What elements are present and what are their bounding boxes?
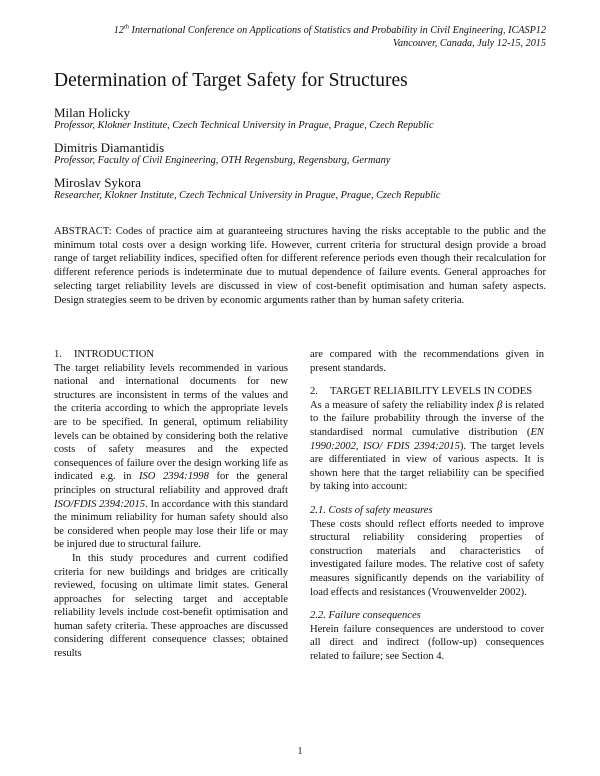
author-affiliation: Researcher, Klokner Institute, Czech Technical University in Prague, Prague, Czech Republic [54, 190, 441, 201]
author-name: Miroslav Sykora [54, 175, 142, 190]
conference-header [86, 24, 546, 50]
paragraph: These costs should reflect efforts needed to improve structural reliability considering properties of construction materials and characteristics of investigated failure modes. The relative cost of safety measures significantly depends on the variability of load effects and resistances (Vrouwenvelder 2002). [310, 518, 544, 598]
right-column [310, 348, 544, 663]
author-list [54, 105, 554, 210]
abstract: ABSTRACT: Codes of practice aim at guaranteeing structures having the risks acceptable to the public and the minimum total costs over a design working life. However, current criteria for structural design provide a broad range of target reliability indices, specified often for different reference periods even though their recalculation for different reference periods is indeterminate due to mutual dependence of failure events. General approaches for selecting target reliability levels are discussed in view of cost-benefit optimisation and human safety aspects. Design strategies seem to be driven by economic arguments rather than by human safety criteria. [54, 226, 546, 306]
author-name: Dimitris Diamantidis [54, 140, 165, 155]
author-affiliation: Professor, Faculty of Civil Engineering, OTH Regensburg, Regensburg, Germany [54, 155, 391, 166]
left-column [54, 348, 288, 661]
paragraph: Herein failure consequences are understood to cover all direct and indirect (follow-up) consequences related to failure; see Section 4. [310, 623, 544, 662]
subsection-heading: 2.1. Costs of safety measures [310, 504, 433, 516]
author-affiliation: Professor, Klokner Institute, Czech Technical University in Prague, Prague, Czech Republic [54, 120, 434, 131]
paper-title: Determination of Target Safety for Structures [54, 70, 408, 91]
paragraph: In this study procedures and current codified criteria for new buildings and bridges are critically reviewed, focusing on ultimate limit states. General approaches for selecting target and acceptable reliability levels include cost-benefit optimisation and human safety criteria. These approaches are discussed considering different consequence classes; obtained results [54, 552, 288, 660]
paragraph: As a measure of safety the reliability index β is related to the failure probability through the inverse of the standardised normal cumulative distribution (EN 1990:2002, ISO/ FDIS 2394:2015). The target levels are differentiated in view of various aspects. It is shown here that the target reliability can be specified by taking into account: [310, 399, 544, 493]
section-heading: 1. INTRODUCTION [54, 349, 155, 360]
section-heading: 2. TARGET RELIABILITY LEVELS IN CODES [310, 386, 533, 398]
page-number: 1 [297, 746, 303, 757]
conference-name: 12th International Conference on Applications of Statistics and Probability in Civil Engineering, ICASP12 [113, 23, 546, 36]
subsection-heading: 2.2. Failure consequences [310, 610, 421, 622]
paragraph: The target reliability levels recommended in various national and international documents for new structures are inconsistent in terms of the values and the criteria according to which the appropriate levels are to be specified. In general, optimum reliability levels can be obtained by considering both the relative costs of safety measures and the expected consequences of failure over the design working life as indicated e.g. in ISO 2394:1998 for the general principles on structural reliability and approved draft ISO/FDIS 2394:2015. In accordance with this standard the minimum reliability for human safety should also be considered when people may lose their life or may be injured due to structural failure. [54, 362, 289, 551]
conference-location-date: Vancouver, Canada, July 12-15, 2015 [392, 38, 546, 49]
paragraph: are compared with the recommendations given in present standards. [310, 349, 544, 374]
author-name: Milan Holicky [54, 105, 131, 120]
